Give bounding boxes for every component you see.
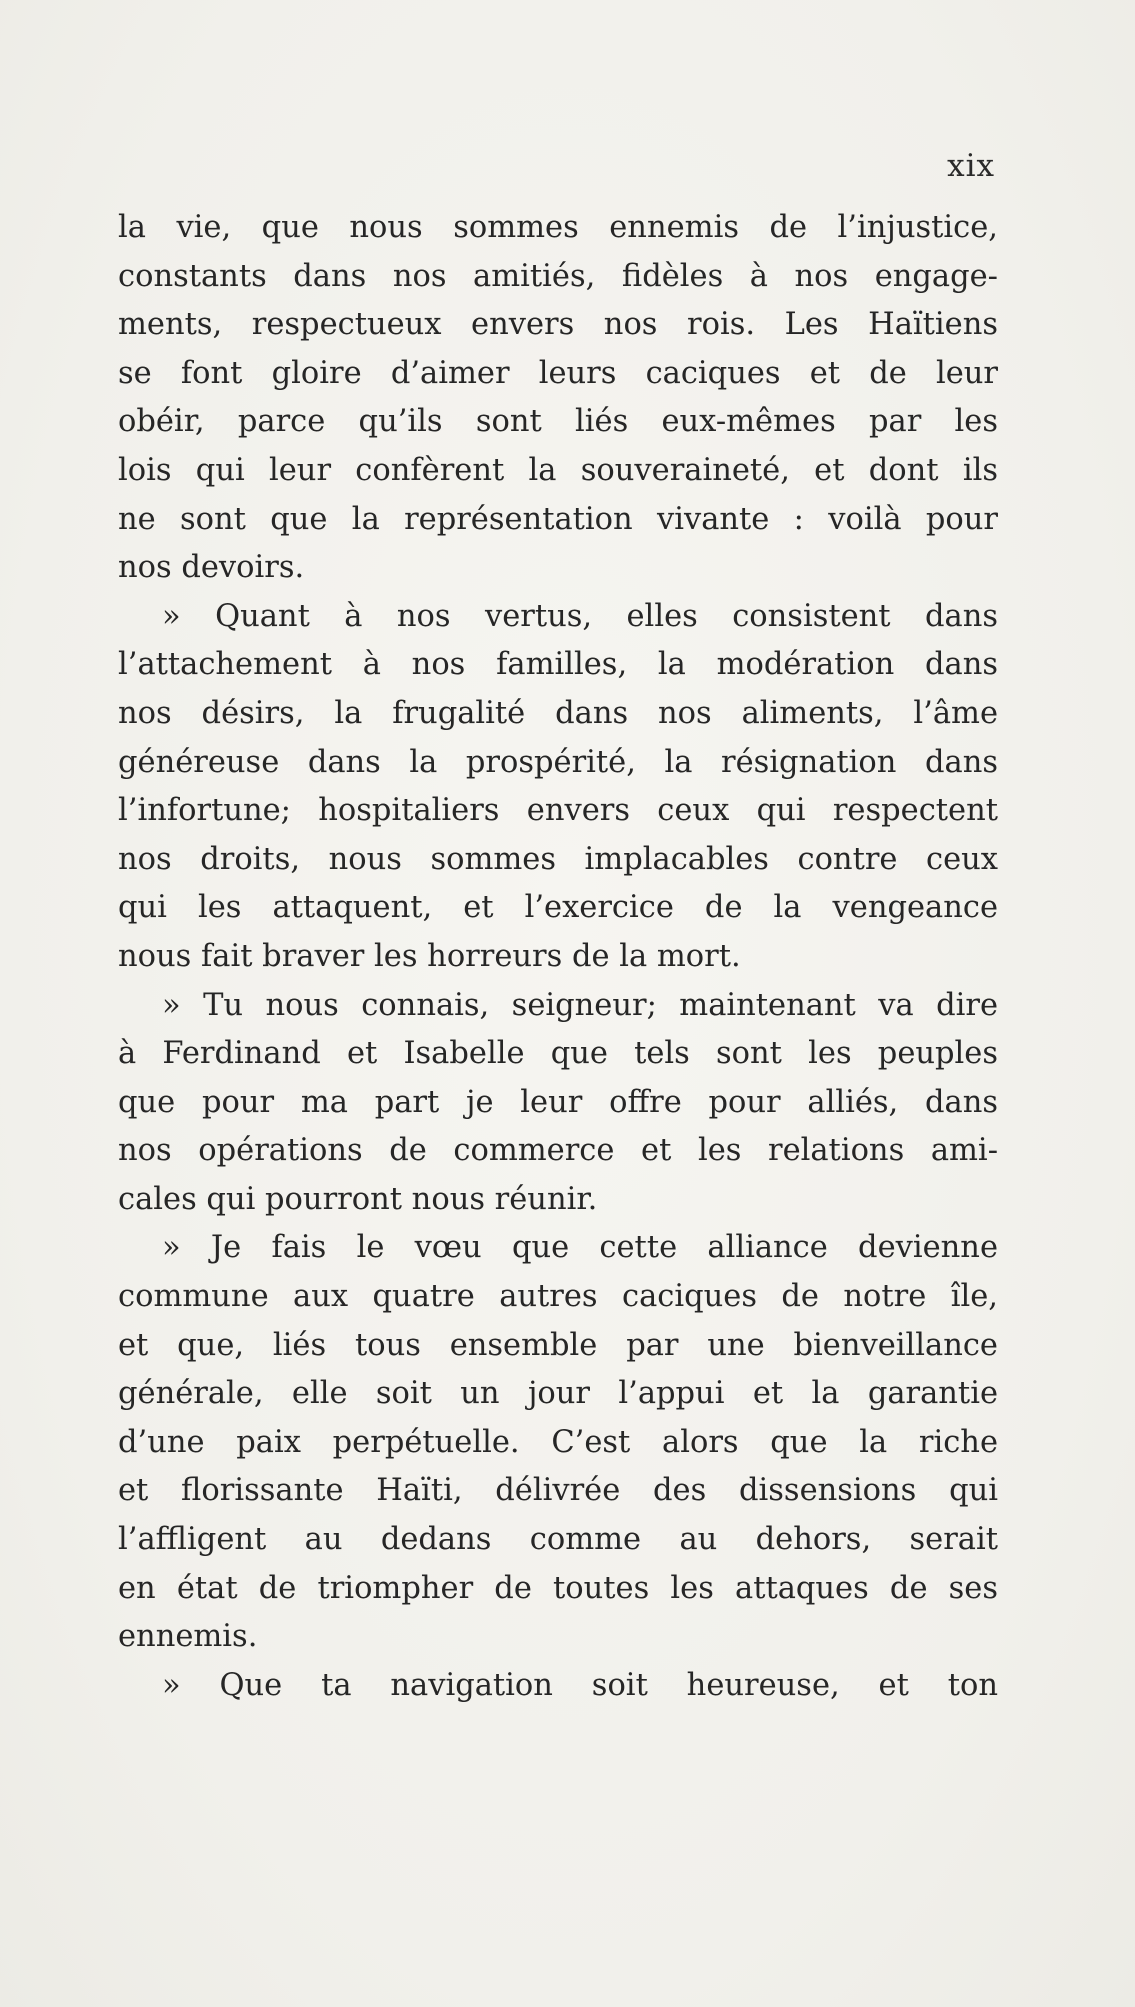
text-line: en état de triompher de toutes les attaques de ses <box>118 1570 998 1606</box>
text-line: ne sont que la représentation vivante : voilà pour <box>118 501 998 537</box>
text-line: cales qui pourront nous réunir. <box>118 1181 598 1217</box>
text-line: nos opérations de commerce et les relations ami- <box>118 1133 998 1169</box>
text-line: générale, elle soit un jour l’appui et la garantie <box>118 1376 998 1412</box>
text-line: et florissante Haïti, délivrée des dissensions qui <box>118 1473 998 1509</box>
body-text <box>118 204 998 1710</box>
page-number: xix <box>947 148 995 184</box>
text-line: l’infortune; hospitaliers envers ceux qui respectent <box>118 793 998 829</box>
text-line: l’affligent au dedans comme au dehors, serait <box>118 1522 998 1558</box>
text-line: commune aux quatre autres caciques de notre île, <box>118 1279 998 1315</box>
text-line: à Ferdinand et Isabelle que tels sont les peuples <box>118 1036 998 1072</box>
text-line: l’attachement à nos familles, la modération dans <box>118 647 998 683</box>
text-line: nous fait braver les horreurs de la mort. <box>118 938 741 974</box>
text-line: constants dans nos amitiés, fidèles à nos engage- <box>118 258 998 294</box>
text-line: et que, liés tous ensemble par une bienveillance <box>118 1327 998 1363</box>
text-line: lois qui leur confèrent la souveraineté, et dont ils <box>118 452 998 488</box>
text-line: obéir, parce qu’ils sont liés eux-mêmes par les <box>118 404 998 440</box>
text-line: d’une paix perpétuelle. C’est alors que la riche <box>118 1424 998 1460</box>
text-line: nos devoirs. <box>118 550 305 586</box>
text-line: » Je fais le vœu que cette alliance devienne <box>162 1230 998 1266</box>
text-line: que pour ma part je leur offre pour alliés, dans <box>118 1084 998 1120</box>
text-line: » Tu nous connais, seigneur; maintenant va dire <box>162 987 998 1023</box>
text-line: nos désirs, la frugalité dans nos aliments, l’âme <box>118 695 998 731</box>
text-line: » Quant à nos vertus, elles consistent dans <box>162 598 998 634</box>
text-line: » Que ta navigation soit heureuse, et ton <box>162 1667 998 1703</box>
text-line: nos droits, nous sommes implacables contre ceux <box>118 841 998 877</box>
text-line: qui les attaquent, et l’exercice de la vengeance <box>118 890 998 926</box>
text-line: se font gloire d’aimer leurs caciques et de leur <box>118 355 998 391</box>
text-line: ennemis. <box>118 1619 258 1655</box>
text-line: la vie, que nous sommes ennemis de l’injustice, <box>118 210 998 245</box>
text-line: ments, respectueux envers nos rois. Les Haïtiens <box>118 307 998 343</box>
text-line: généreuse dans la prospérité, la résignation dans <box>118 744 998 780</box>
